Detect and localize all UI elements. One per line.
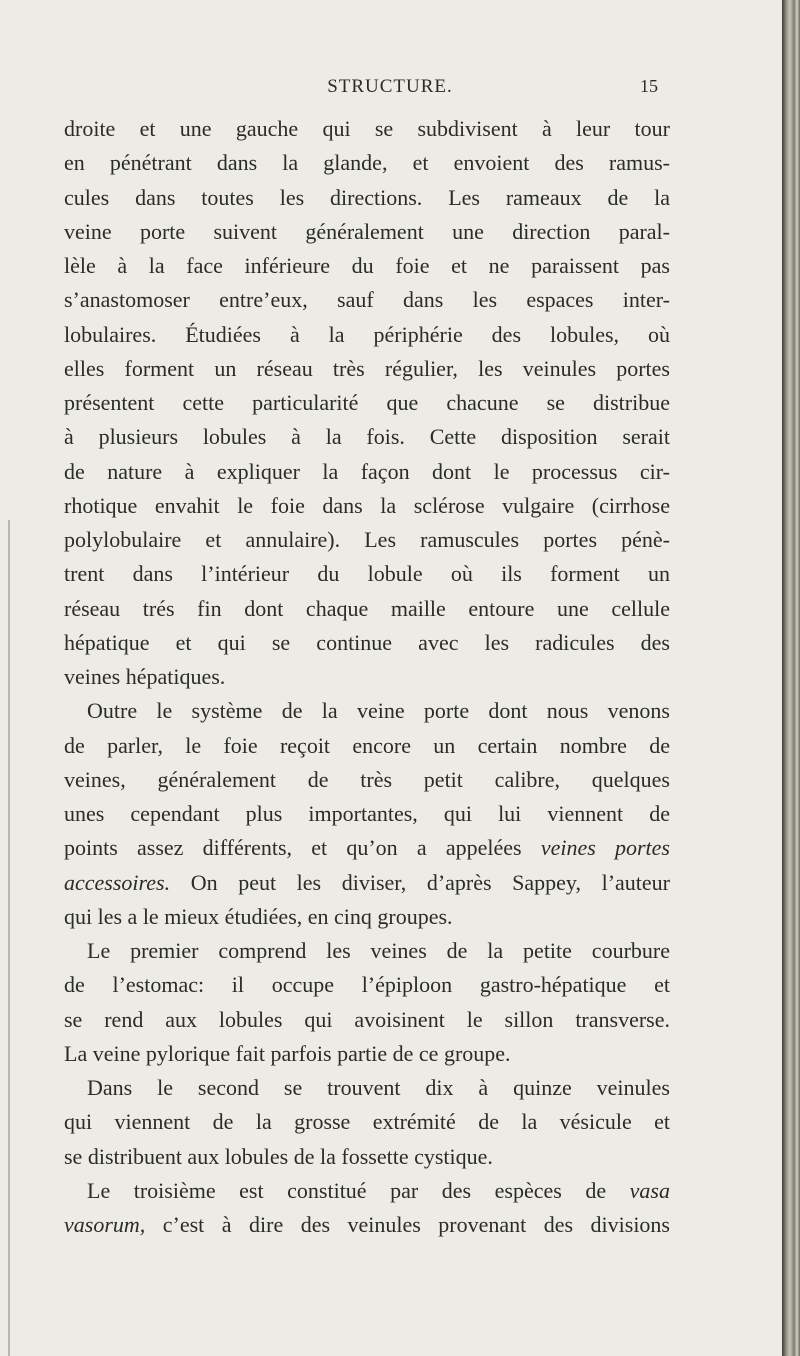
text-line: réseau trés fin dont chaque maille entoure une cellule [64, 595, 670, 621]
text-line: veines hépatiques. [64, 664, 226, 689]
text-line: présentent cette particularité que chacune se distribue [64, 390, 670, 415]
text-segment: c’est à dire des veinules provenant des divisions [162, 1212, 670, 1237]
text-line [64, 1174, 670, 1208]
running-header [0, 76, 782, 108]
text-segment: On peut les diviser, d’après Sappey, l’auteur [190, 869, 671, 895]
italic-term: vasa [629, 1177, 670, 1203]
text-segment: points assez différents, et qu’on a appelées [64, 835, 522, 861]
text-line: lèle à la face inférieure du foie et ne paraissent pas [64, 253, 670, 278]
text-line: Dans le second se trouvent dix à quinze veinules [87, 1075, 670, 1100]
text-line: trent dans l’intérieur du lobule où ils forment un [64, 561, 670, 587]
text-line: cules dans toutes les directions. Les rameaux de la [64, 184, 670, 210]
text-line: veines, généralement de très petit calibre, quelques [64, 766, 670, 792]
text-line: de nature à expliquer la façon dont le processus cir- [64, 458, 670, 484]
text-line: de parler, le foie reçoit encore un certain nombre de [64, 732, 670, 758]
italic-term: veines portes [540, 835, 670, 861]
text-line: La veine pylorique fait parfois partie de ce groupe. [64, 1040, 511, 1066]
text-line: se rend aux lobules qui avoisinent le sillon transverse. [64, 1006, 670, 1032]
italic-term: accessoires. [64, 869, 171, 895]
text-line [64, 1208, 670, 1242]
text-line: se distribuent aux lobules de la fossette cystique. [64, 1143, 493, 1169]
text-line: elles forment un réseau très régulier, les veinules portes [64, 355, 670, 381]
text-line: qui les a le mieux étudiées, en cinq groupes. [64, 903, 453, 929]
text-line [64, 866, 670, 900]
text-line: unes cependant plus importantes, qui lui viennent de [64, 801, 670, 826]
book-spine [782, 0, 800, 1356]
text-line: s’anastomoser entre’eux, sauf dans les espaces inter- [64, 287, 670, 313]
page-edge [8, 520, 10, 1356]
text-line: de l’estomac: il occupe l’épiploon gastro-hépatique et [64, 972, 670, 998]
text-segment: Le troisième est constitué par des espèces de [87, 1177, 607, 1203]
text-line: lobulaires. Étudiées à la périphérie des lobules, où [64, 321, 670, 347]
text-line: en pénétrant dans la glande, et envoient des ramus- [64, 150, 670, 176]
body-text [64, 112, 670, 1242]
text-line: polylobulaire et annulaire). Les ramuscules portes pénè- [64, 527, 670, 552]
text-line [64, 831, 670, 865]
text-line: à plusieurs lobules à la fois. Cette disposition serait [64, 424, 670, 450]
text-line: rhotique envahit le foie dans la sclérose vulgaire (cirrhose [64, 492, 670, 518]
italic-term: vasorum, [64, 1212, 146, 1237]
text-line: qui viennent de la grosse extrémité de la vésicule et [64, 1109, 670, 1135]
text-line: droite et une gauche qui se subdivisent à leur tour [64, 116, 670, 141]
text-line: Outre le système de la veine porte dont nous venons [87, 698, 670, 724]
header-title: STRUCTURE. [327, 76, 453, 97]
text-line: Le premier comprend les veines de la petite courbure [87, 938, 670, 963]
text-line: hépatique et qui se continue avec les radicules des [64, 629, 670, 655]
text-line: veine porte suivent généralement une direction paral- [64, 218, 670, 244]
page-number: 15 [640, 76, 658, 96]
